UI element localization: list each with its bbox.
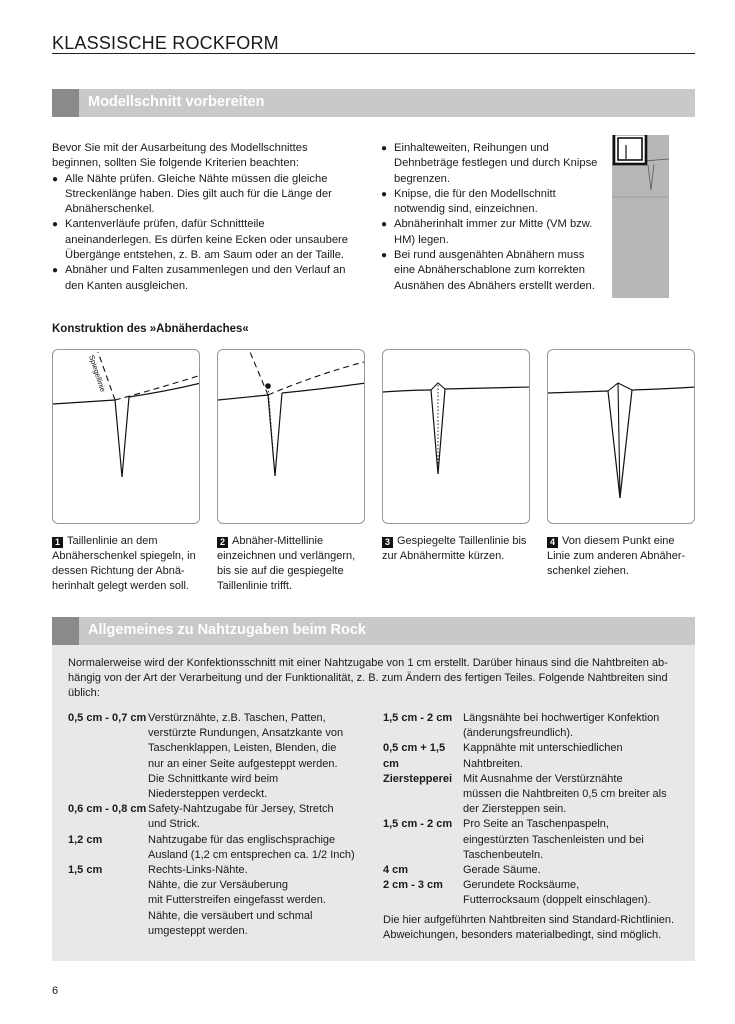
desc-line: Gerundete Rocksäume, <box>463 879 580 892</box>
allowance-description <box>148 802 368 832</box>
section-title: Modellschnitt vorbereiten <box>88 94 265 110</box>
allowance-description <box>463 711 689 741</box>
section-title: Allgemeines zu Nahtzugaben beim Rock <box>88 622 366 638</box>
section-bar-modellschnitt <box>52 89 695 117</box>
bullet-item: ● Alle Nähte prüfen. Gleiche Nähte müssen die gleiche Streckenlänge haben. Dies gilt auch für die Länge der Abnäherschenkel. <box>52 172 352 218</box>
section-intro: Bevor Sie mit der Ausarbeitung des Modellschnittes beginnen, sollten Sie folgende Kriterien beachten: <box>52 142 308 170</box>
construction-panel-4 <box>547 349 695 524</box>
left-bullet-list <box>52 172 352 294</box>
allowance-description <box>463 741 689 771</box>
allowance-width: 0,6 cm - 0,8 cm <box>68 803 147 816</box>
allowance-row <box>383 817 689 863</box>
step-number: 1 <box>52 537 63 548</box>
section-bar-nahtzugaben <box>52 617 695 645</box>
step-text: Abnäher-Mittellinie einzeichnen und verlängern, bis sie auf die gespiegelte Taillenlinie trifft. <box>217 535 356 592</box>
section-bar-accent <box>52 89 79 117</box>
desc-line: Kappnähte mit unterschiedlichen <box>463 742 623 755</box>
right-column <box>381 141 603 294</box>
desc-line: Safety-Nahtzugabe für Jersey, Stretch <box>148 803 334 816</box>
allowance-row <box>383 863 689 878</box>
desc-line: Nähte, die zur Versäuberung <box>148 879 289 892</box>
bullet-item: ● Abnäherinhalt immer zur Mitte (VM bzw. HM) legen. <box>381 217 603 248</box>
step-caption-1 <box>52 534 207 594</box>
skirt-pattern-thumbnail <box>612 135 669 298</box>
desc-line: Futterrocksaum (doppelt einschlagen). <box>463 894 651 907</box>
section-bar-accent <box>52 617 79 645</box>
desc-line: umgesteppt werden. <box>148 924 248 937</box>
title-rule <box>52 53 695 54</box>
step-caption-4 <box>547 534 697 579</box>
step-text: Gespiegelte Taillenlinie bis zur Abnähermitte kürzen. <box>382 535 527 562</box>
desc-line: müssen die Nahtbreiten 0,5 cm breiter als <box>463 788 667 801</box>
allowance-width: Ziersteppereі <box>383 772 453 785</box>
allowance-description <box>463 863 689 878</box>
right-bullet-list <box>381 141 603 294</box>
desc-line: Nahtbreiten. <box>463 757 523 770</box>
allowance-row <box>68 711 368 802</box>
allowance-width: 1,5 cm - 2 cm <box>383 818 453 831</box>
step-text: Von diesem Punkt eine Linie zum anderen Abnäher-schenkel ziehen. <box>547 535 686 577</box>
seam-intro: Normalerweise wird der Konfektionsschnitt mit einer Nahtzugabe von 1 cm erstellt. Darüber hinaus sind die Nahtbreiten ab-hängig von der Art der Verarbeitung und der Funktionalität, z. B. zum Ändern des fertigen Teiles. Folgende Nahtbreiten sind üblich: <box>68 657 668 700</box>
allowance-row <box>383 711 689 741</box>
allowance-width: 4 cm <box>383 864 409 877</box>
allowance-row <box>383 741 689 771</box>
step-number: 2 <box>217 537 228 548</box>
allowance-description <box>148 863 368 939</box>
allowance-row <box>68 833 368 863</box>
desc-line: Taschenklappen, Leisten, Blenden, die <box>148 742 337 755</box>
mirror-line-label: Spiegellinie <box>87 353 108 394</box>
page-number: 6 <box>52 985 59 997</box>
desc-line: Verstürznähte, z.B. Taschen, Patten, <box>148 712 326 724</box>
allowance-row <box>383 772 689 818</box>
allowance-width: 2 cm - 3 cm <box>383 879 443 892</box>
step-caption-3 <box>382 534 537 564</box>
allowance-description <box>148 833 368 863</box>
desc-line: verstürzte Rundungen, Ansatzkante von <box>148 727 344 740</box>
desc-line: Pro Seite an Taschenpaspeln, <box>463 818 609 831</box>
allowance-description <box>463 817 689 863</box>
bullet-item: ● Abnäher und Falten zusammenlegen und den Verlauf an den Kanten ausgleichen. <box>52 263 352 294</box>
desc-line: eingestürzten Taschenleisten und bei <box>463 833 644 846</box>
construction-panel-2 <box>217 349 365 524</box>
desc-line: Längsnähte bei hochwertiger Konfektion <box>463 712 660 724</box>
bullet-item: ● Knipse, die für den Modellschnitt notwendig sind, einzeichnen. <box>381 187 603 218</box>
desc-line: Mit Ausnahme der Verstürznähte <box>463 772 623 785</box>
desc-line: (änderungsfreundlich). <box>463 727 574 740</box>
allowance-width: 1,2 cm <box>68 833 103 846</box>
guideline-footnote: Die hier aufgeführten Nahtbreiten sind Standard-Richtlinien. Abweichungen, besonders materialbedingt, sind möglich. <box>383 914 675 942</box>
desc-line: Ausland (1,2 cm entsprechen ca. 1/2 Inch) <box>148 848 355 861</box>
bullet-item: ● Bei rund ausgenähten Abnähern muss eine Abnäherschablone zum korrekten Ausnähen des Abnähers erstellt werden. <box>381 248 603 294</box>
step-caption-2 <box>217 534 372 594</box>
desc-line: Rechts-Links-Nähte. <box>148 864 248 877</box>
desc-line: Taschenbeuteln. <box>463 848 544 861</box>
allowance-width: 0,5 cm + 1,5 cm <box>383 742 446 770</box>
allowance-row <box>383 878 689 908</box>
allowance-description <box>148 711 368 802</box>
desc-line: Die Schnittkante wird beim <box>148 772 279 785</box>
step-number: 3 <box>382 537 393 548</box>
allowance-row <box>68 863 368 939</box>
desc-line: mit Futterstreifen eingefasst werden. <box>148 894 326 907</box>
step-number: 4 <box>547 537 558 548</box>
construction-title: Konstruktion des »Abnäherdaches« <box>52 323 249 335</box>
bullet-item: ● Einhalteweiten, Reihungen und Dehnbeträge festlegen und durch Knipse begrenzen. <box>381 141 603 187</box>
bullet-item: ● Kantenverläufe prüfen, dafür Schnittteile aneinanderlegen. Es dürfen keine Ecken oder unsaubere Übergänge entstehen, z. B. am Saum oder an der Taille. <box>52 217 352 263</box>
allowance-table-left <box>68 711 368 939</box>
desc-line: und Strick. <box>148 818 200 831</box>
construction-panel-3 <box>382 349 530 524</box>
desc-line: Nahtzugabe für das englischsprachige <box>148 833 336 846</box>
desc-line: der Ziersteppen sein. <box>463 803 567 816</box>
allowance-width: 1,5 cm - 2 cm <box>383 712 453 724</box>
page-title: KLASSISCHE ROCKFORM <box>52 33 279 53</box>
step-text: Taillenlinie an dem Abnäherschenkel spiegeln, in dessen Richtung der Abnä-herinhalt gelegt werden soll. <box>52 535 196 592</box>
allowance-width: 1,5 cm <box>68 864 103 877</box>
construction-panel-1 <box>52 349 200 524</box>
allowance-description <box>463 772 689 818</box>
allowance-width: 0,5 cm - 0,7 cm <box>68 712 147 724</box>
desc-line: Gerade Säume. <box>463 864 541 877</box>
allowance-table-right <box>383 711 689 909</box>
desc-line: Niedersteppen verdeckt. <box>148 788 268 801</box>
left-column <box>52 141 352 294</box>
allowance-description <box>463 878 689 908</box>
desc-line: Nähte, die versäubert und schmal <box>148 909 313 922</box>
allowance-row <box>68 802 368 832</box>
desc-line: nur an einer Seite aufgesteppt werden. <box>148 757 338 770</box>
